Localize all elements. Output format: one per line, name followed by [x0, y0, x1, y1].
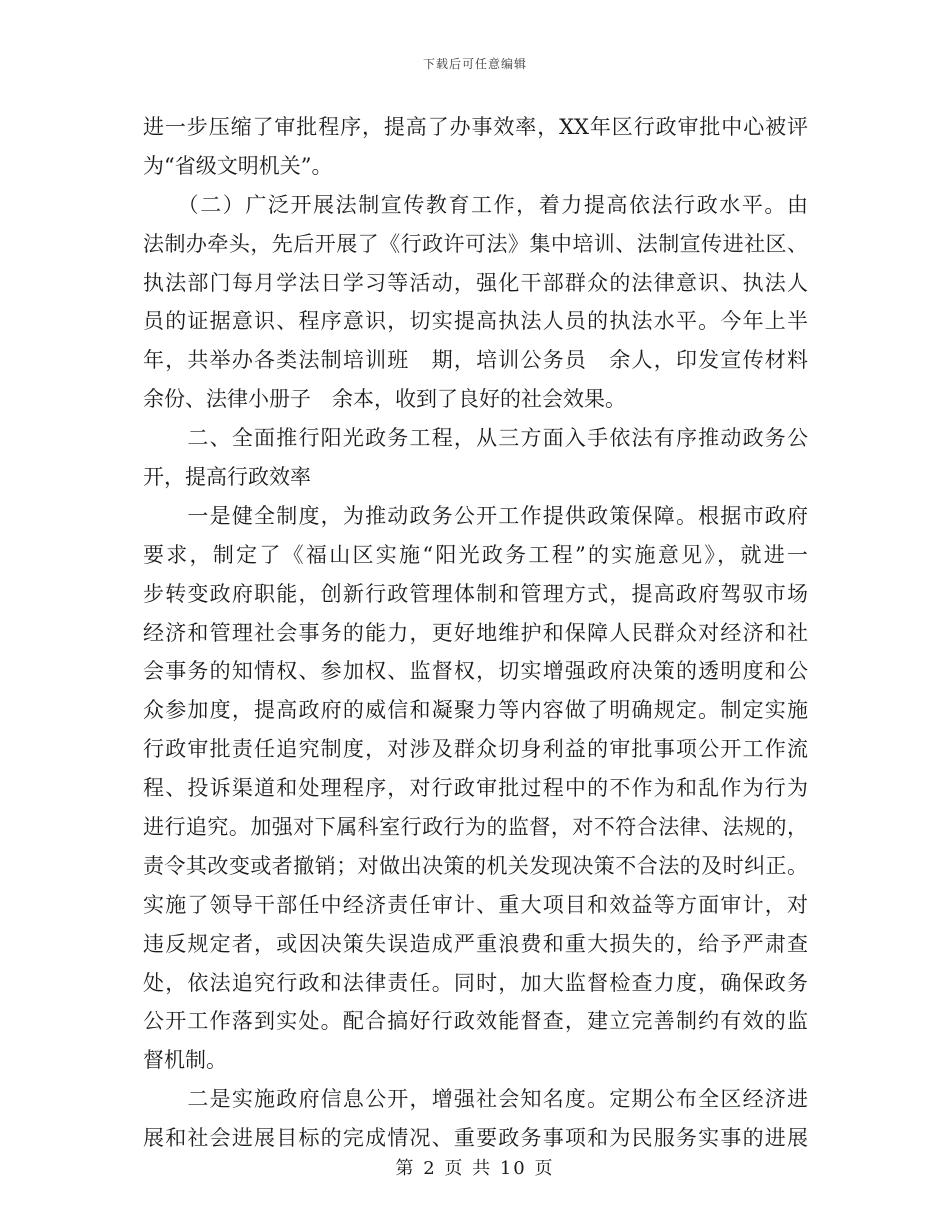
text-line: 展和社会进展目标的完成情况、重要政务事项和为民服务实事的进展 [143, 1126, 808, 1151]
text-line: （二）广泛开展法制宣传教育工作，着力提高依法行政水平。由 [143, 192, 808, 217]
text-line: 程、投诉渠道和处理程序，对行政审批过程中的不作为和乱作为行为 [143, 776, 808, 801]
text-line: 公开工作落到实处。配合搞好行政效能督查，建立完善制约有效的监 [143, 1009, 808, 1034]
text-line: 责令其改变或者撤销；对做出决策的机关发现决策不合法的及时纠正。 [143, 853, 808, 878]
text-line: 二是实施政府信息公开，增强社会知名度。定期公布全区经济进 [143, 1087, 808, 1112]
text-line: 行政审批责任追究制度，对涉及群众切身利益的审批事项公开工作流 [143, 737, 808, 762]
document-body [143, 108, 808, 1158]
page-number-footer: 第 2 页 共 10 页 [395, 1158, 555, 1179]
text-line: 督机制。 [143, 1048, 227, 1073]
text-line: 众参加度，提高政府的威信和凝聚力等内容做了明确规定。制定实施 [143, 698, 808, 723]
text-line: 余份、法律小册子 余本，收到了良好的社会效果。 [143, 387, 626, 412]
text-line: 一是健全制度，为推动政务公开工作提供政策保障。根据市政府 [143, 503, 808, 528]
text-line: 执法部门每月学法日学习等活动，强化干部群众的法律意识、执法人 [143, 270, 808, 295]
text-line: 会事务的知情权、参加权、监督权，切实增强政府决策的透明度和公 [143, 659, 808, 684]
text-line: 处，依法追究行政和法律责任。同时，加大监督检查力度，确保政务 [143, 970, 808, 995]
text-line: 经济和管理社会事务的能力，更好地维护和保障人民群众对经济和社 [143, 620, 808, 645]
text-line: 年，共举办各类法制培训班 期，培训公务员 余人，印发宣传材料 [143, 348, 808, 373]
text-line: 进一步压缩了审批程序，提高了办事效率，XX年区行政审批中心被评 [143, 115, 808, 139]
text-line: 进行追究。加强对下属科室行政行为的监督，对不符合法律、法规的， [143, 815, 808, 840]
text-line: 开，提高行政效率 [143, 465, 311, 490]
text-line: 员的证据意识、程序意识，切实提高执法人员的执法水平。今年上半 [143, 309, 808, 334]
text-line: 要求，制定了《福山区实施“阳光政务工程”的实施意见》，就进一 [143, 542, 808, 567]
text-line: 违反规定者，或因决策失误造成严重浪费和重大损失的，给予严肃查 [143, 931, 808, 956]
text-line: 步转变政府职能，创新行政管理体制和管理方式，提高政府驾驭市场 [143, 581, 808, 606]
text-line: 法制办牵头，先后开展了《行政许可法》集中培训、法制宣传进社区、 [143, 231, 808, 256]
page-header-note: 下载后可任意编辑 [422, 57, 527, 71]
text-line: 为“省级文明机关”。 [143, 153, 333, 178]
text-line: 二、全面推行阳光政务工程，从三方面入手依法有序推动政务公 [143, 426, 808, 451]
text-line: 实施了领导干部任中经济责任审计、重大项目和效益等方面审计，对 [143, 892, 808, 917]
